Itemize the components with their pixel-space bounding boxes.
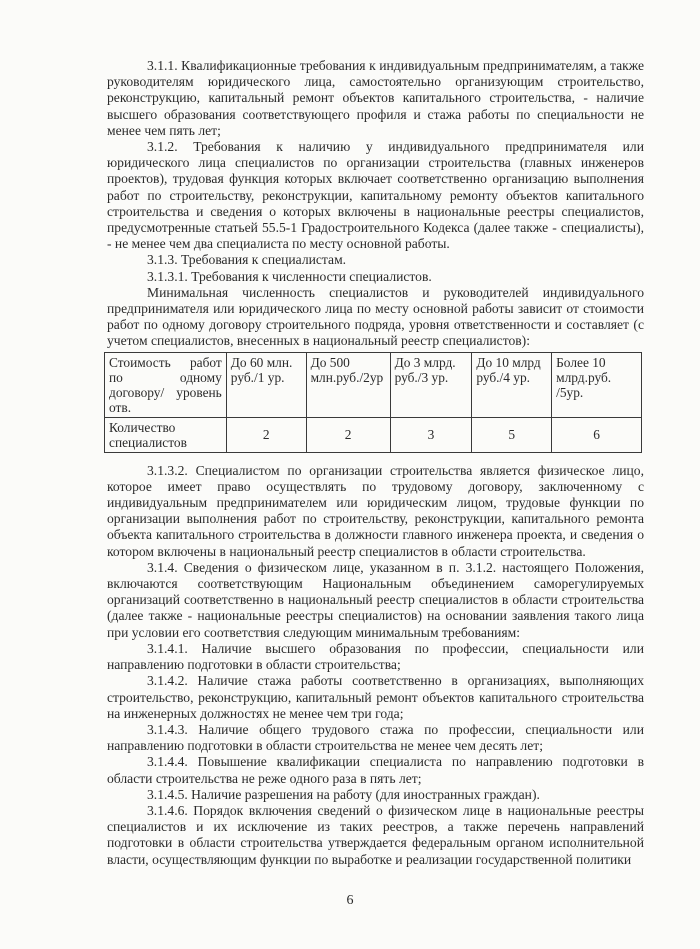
table-row	[105, 417, 642, 452]
table-cell: 6	[552, 417, 642, 452]
table-row-label: Количество специалистов	[105, 417, 227, 452]
table-header-cell: До 3 млрд. руб./3 ур.	[390, 352, 472, 417]
paragraph-3-1-4-1: 3.1.4.1. Наличие высшего образования по профессии, специальности или направлению подготовки в области строительства;	[107, 640, 644, 673]
table-header-cell: До 60 млн. руб./1 ур.	[226, 352, 306, 417]
table-header-cell: Стоимость работ по одному договору/ уровень отв.	[105, 352, 227, 417]
paragraph-3-1-4-2: 3.1.4.2. Наличие стажа работы соответственно в организациях, выполняющих строительство, реконструкцию, капитальный ремонт объектов капитального строительства на инженерных должностях не менее чем три года;	[107, 673, 644, 721]
paragraph-3-1-4: 3.1.4. Сведения о физическом лице, указанном в п. 3.1.2. настоящего Положения, включаются соответствующим Национальным объединением саморегулируемых организаций соответственно в национальный реестр специалистов в области строительства (далее также - национальные реестры специалистов) на основании заявления такого лица при условии его соответствия следующим минимальным требованиям:	[107, 559, 644, 640]
paragraph-3-1-4-5: 3.1.4.5. Наличие разрешения на работу (для иностранных граждан).	[147, 786, 540, 802]
table-cell: 2	[306, 417, 390, 452]
table-cell: 2	[226, 417, 306, 452]
paragraph-3-1-4-6: 3.1.4.6. Порядок включения сведений о физическом лице в национальные реестры специалистов и их исключение из таких реестров, а также перечень направлений подготовки в области строительства утверждается федеральным органом исполнительной власти, осуществляющим функции по выработке и реализации государственной политики	[107, 802, 644, 867]
table-header-cell: Более 10 млрд.руб. /5ур.	[552, 352, 642, 417]
table-header-cell: До 500 млн.руб./2ур	[306, 352, 390, 417]
document-body	[107, 58, 644, 868]
page-number: 6	[346, 893, 354, 908]
paragraph-3-1-3: 3.1.3. Требования к специалистам.	[147, 252, 347, 268]
paragraph-min-count: Минимальная численность специалистов и руководителей индивидуального предпринимателя или юридического лица по месту основной работы зависит от стоимости работ по одному договору строительного подряда, уровня ответственности и составляет (с учетом специалистов, внесенных в национальный реестр специалистов):	[107, 284, 644, 349]
table-header-row	[105, 352, 642, 417]
paragraph-3-1-1: 3.1.1. Квалификационные требования к индивидуальным предпринимателям, а также руководителям юридического лица, самостоятельно организующим строительство, реконструкцию, капитальный ремонт объектов капитального строительства, - наличие высшего образования соответствующего профиля и стажа работы по специальности не менее чем пять лет;	[107, 58, 644, 138]
table-cell: 5	[472, 417, 552, 452]
paragraph-3-1-4-4: 3.1.4.4. Повышение квалификации специалиста по направлению подготовки в области строительства не реже одного раза в пять лет;	[107, 754, 644, 786]
paragraph-3-1-3-2: 3.1.3.2. Специалистом по организации строительства является физическое лицо, которое имеет право осуществлять по трудовому договору, заключенному с индивидуальным предпринимателем или юридическим лицом, трудовые функции по организации выполнения работ по строительству, реконструкции, капитального ремонта объекта капитального строительства в должности главного инженера проекта, и сведения о котором включены в национальный реестр специалистов в области строительства.	[107, 462, 644, 559]
paragraph-3-1-3-1: 3.1.3.1. Требования к численности специалистов.	[147, 268, 432, 284]
specialists-table	[104, 352, 642, 453]
table-header-cell: До 10 млрд руб./4 ур.	[472, 352, 552, 417]
paragraph-3-1-2: 3.1.2. Требования к наличию у индивидуального предпринимателя или юридического лица специалистов по организации строительства (главных инженеров проектов), трудовая функция которых включает соответственно организацию выполнения работ по строительству, реконструкции, капитальному ремонту объектов капитального строительства и сведения о которых включены в национальные реестры специалистов, предусмотренные статьей 55.5-1 Градостроительного Кодекса (далее также - специалисты), - не менее чем два специалиста по месту основной работы.	[107, 139, 644, 252]
paragraph-3-1-4-3: 3.1.4.3. Наличие общего трудового стажа по профессии, специальности или направлению подготовки в области строительства не менее чем десять лет;	[107, 721, 644, 754]
table-cell: 3	[390, 417, 472, 452]
